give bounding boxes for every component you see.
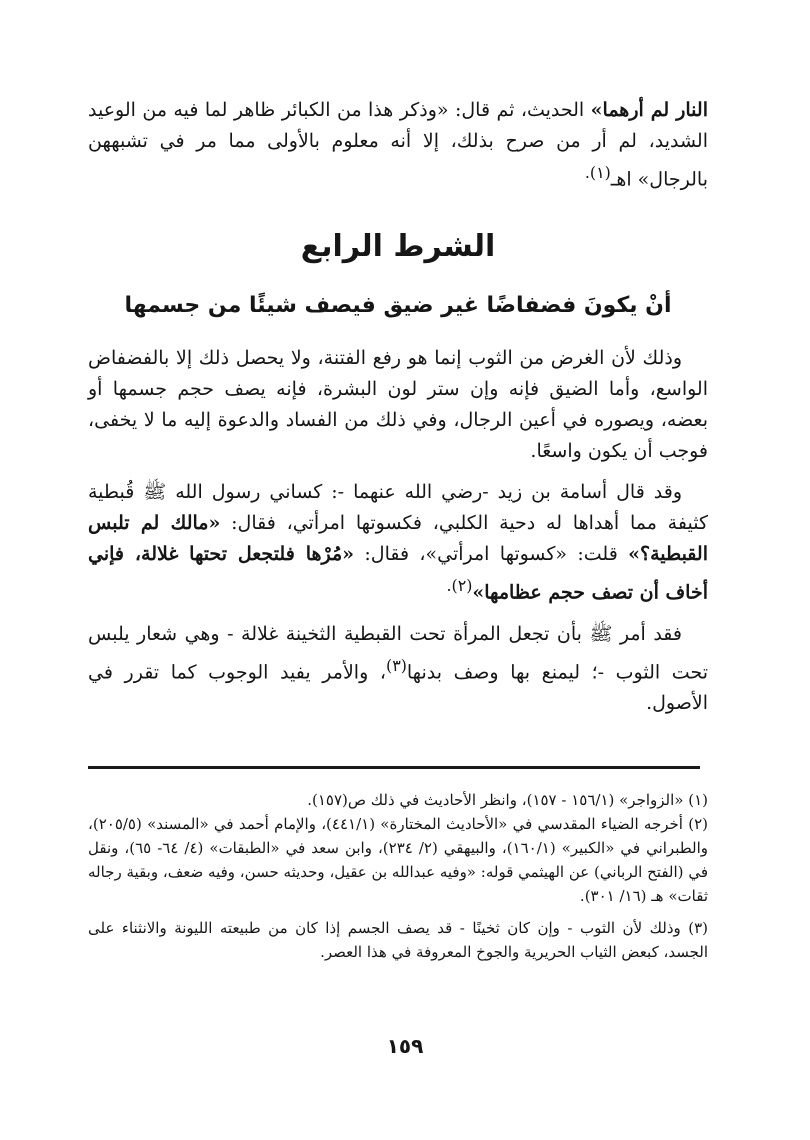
- footnote-ref-1: (١).: [584, 163, 611, 182]
- footnote-separator: [88, 766, 700, 769]
- section-subtitle: أنْ يكونَ فضفاضًا غير ضيق فيصف شيئًا من جسمها: [124, 293, 672, 319]
- p3-text-a: فقد أمر ﷺ بأن تجعل المرأة تحت القبطية الثخينة غلالة - وهي شعار يلبس تحت الثوب -؛ ليمنع بها وصف بدنها: [88, 622, 708, 683]
- intro-paragraph: [88, 95, 708, 195]
- main-text: [88, 95, 708, 719]
- body-paragraph-1: وذلك لأن الغرض من الثوب إنما هو رفع الفتنة، ولا يحصل ذلك إلا بالفضفاض الواسع، وأما الضيق فإنه وإن ستر لون البشرة، فإنه يصف حجم جسمها أو بعضه، ويصوره في أعين الرجال، وفي ذلك من الفساد والدعوة إليه ما لا يخفى، فوجب أن يكون واسعًا.: [88, 347, 708, 463]
- intro-text: الحديث، ثم قال: «وذكر هذا من الكبائر ظاهر لما فيه من الوعيد الشديد، لم أر من صرح بذلك، إلا أنه معلوم بالأولى مما مر في تشبههن بالرجال» اهـ: [88, 99, 708, 191]
- page-number: ١٥٩: [386, 1034, 424, 1058]
- body-paragraph-3: [88, 619, 708, 719]
- footnotes: [88, 788, 708, 964]
- footnote-1: (١) «الزواجر» (١٥٦/١ - ١٥٧)، وانظر الأحاديث في ذلك ص(١٥٧).: [307, 791, 708, 809]
- body-paragraph-2: [88, 477, 708, 608]
- p3-text-b: ، والأمر يفيد الوجوب كما تقرر في الأصول.: [88, 660, 708, 714]
- footnote-3: (٣) وذلك لأن الثوب - وإن كان ثخينًا - قد يصف الجسم إذا كان من طبيعته الليونة والانثناء على الجسد، كبعض الثياب الحريرية والجوخ المعروفة في هذا العصر.: [88, 919, 708, 961]
- footnote-ref-2: (٢).: [446, 576, 473, 596]
- p2-text-a: وقد قال أسامة بن زيد -رضي الله عنهما -: كساني رسول الله ﷺ قُبطية كثيفة مما أهداها له دحية الكلبي، فكسوتها امرأتي، فقال:: [88, 481, 708, 535]
- footnote-ref-3: (٣): [386, 655, 407, 675]
- p2-hadith-command: «مُرْها فلتجعل تحتها غلالة، فإني أخاف أن تصف حجم عظامها»: [88, 543, 708, 604]
- intro-bold-lead: النار لم أرهما»: [590, 99, 708, 121]
- p2-text-c: قلت: «كسوتها امرأتي»، فقال:: [354, 543, 629, 566]
- section-title: الشرط الرابع: [300, 229, 496, 265]
- p2-hadith-question: «مالك لم تلبس القبطية؟»: [88, 512, 708, 566]
- footnote-2: (٢) أخرجه الضياء المقدسي في «الأحاديث المختارة» (٤٤١/١)، والإمام أحمد في «المسند» (٢٠٥/٥)، والطبراني في «الكبير» (١٦٠/١)، والبيهقي (٢/ ٢٣٤)، وابن سعد في «الطبقات» (٤/ ٦٤- ٦٥)، ونقل في (الفتح الرباني) عن الهيثمي قوله: «وفيه عبدالله بن عقيل، وحديثه حسن، وفيه ضعف، وبقية رجاله ثقات» هـ (١٦/ ٣٠١).: [88, 815, 709, 905]
